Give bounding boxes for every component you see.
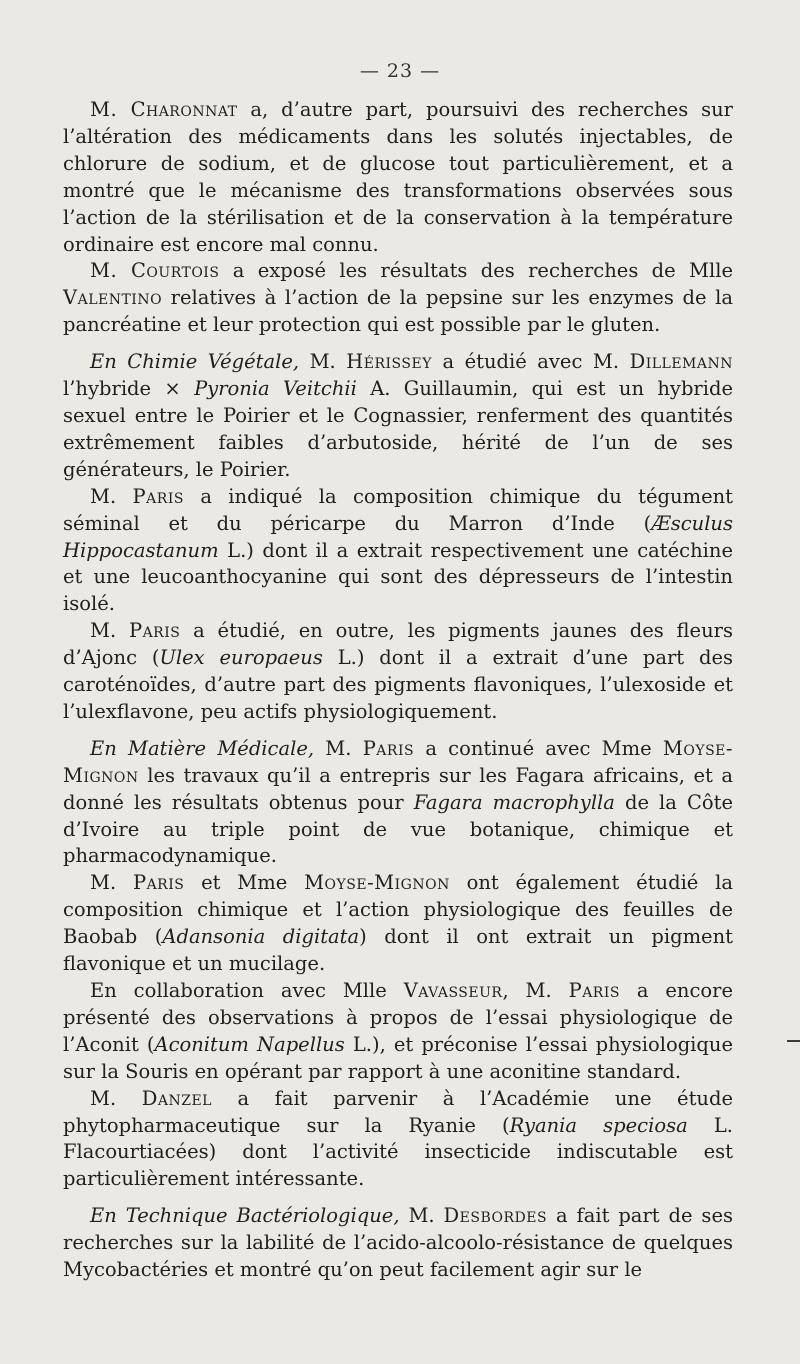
author-name: Hérissey [346,350,432,374]
author-name: Danzel [141,1086,212,1110]
text-run: L.), et préconise l’essai physiologique sur la Souris en opérant par rapport à une aconitine standard. [63,1032,734,1083]
text-run: ) dont il ont extrait un pigment flavonique et un mucilage. [63,925,733,976]
author-name: M. Courtois [90,259,220,283]
text-run: M. [299,350,347,374]
italic-text: Ulex europaeus [159,646,323,670]
author-name: Vavasseur [403,979,503,1002]
paragraph-paris-marron [63,484,733,619]
text-run: M. [314,736,363,760]
text-run: ont également étudié la composition chimique et l’action physiologique des feuilles de Baobab ( [63,871,733,949]
italic-text: En Technique Bactériologique, [90,1204,400,1228]
italic-text: En Matière Médicale, [90,736,315,760]
italic-text: Fagara macrophylla [413,790,615,814]
paragraph-courtois [63,258,733,339]
text-run: a, d’autre part, poursuivi des recherches sur l’altération des médicaments dans les solutés injectables, de chlorure de sodium, et de glucose tout particulièrement, et a montré que le mécanisme des transformations observées sous l’action de la stérilisation et de la conservation à la température ordinaire est encore mal connu. [63,98,733,256]
text-run: l’hybride × [63,377,195,401]
text-run: M. [90,1086,142,1110]
text-run: M. [90,871,133,895]
text-run: de la Côte d’Ivoire au triple point de vue botanique, chimique et pharmacodynamique. [63,790,733,868]
text-run: L.) dont il a extrait respectivement une catéchine et une leucoanthocyanine qui sont des dépresseurs de l’intestin isolé. [63,538,733,616]
italic-text: Adansonia digitata [162,925,360,949]
body-text [63,97,733,1284]
text-run: a indiqué la composition chimique du tégument séminal et du péricarpe du Marron d’Inde ( [63,484,734,535]
text-run: a encore présenté des observations à propos de l’essai physiologique de l’Aconit ( [63,979,733,1056]
text-run: L.) dont il a extrait d’une part des caroténoïdes, d’autre part des pigments flavoniques, l’ulexoside et l’ulexflavone, peu actifs physiologiquement. [63,646,734,723]
paragraph-baobab [63,870,733,978]
author-name: M. Charonnat [90,98,238,121]
text-run: a étudié, en outre, les pigments jaunes des fleurs d’Ajonc ( [63,619,733,670]
author-name: Paris [128,619,181,643]
author-name: Paris [132,871,185,895]
italic-text: Aconitum Napellus [154,1032,345,1056]
italic-text: Pyronia Veitchii [194,377,357,401]
author-name: Paris [568,979,620,1002]
page-number: — 23 — [359,60,441,82]
author-name: Paris [132,484,184,508]
text-run: M. [90,484,133,508]
text-run: , M. [502,979,569,1002]
paragraph-paris-ajonc [63,618,733,726]
paragraph-charonnat [63,97,733,258]
text-run: En collaboration avec Mlle [90,979,404,1002]
text-run: A. Guillaumin, qui est un hybride sexuel entre le Poirier et le Cognassier, renferment des quantités extrêmement faibles d’arbutoside, hérité de l’un de ses générateurs, le Poirier. [63,377,734,481]
text-run: a exposé les résultats des recherches de Mlle [219,259,733,283]
paragraph-matiere-medicale [63,736,733,871]
paragraph-chimie-vegetale [63,349,733,484]
text-run: M. [399,1204,444,1228]
paragraph-technique-bacteriologique [63,1203,733,1284]
author-name: Valentino [63,286,163,310]
italic-text: Æsculus Hippocastanum [63,511,733,562]
italic-text: En Chimie Végétale, [90,350,300,374]
paragraph-ryanie [63,1086,733,1194]
text-run: et Mme [184,871,305,895]
paragraph-aconit [63,978,733,1086]
text-run: a continué avec Mme [414,736,663,760]
text-run: M. [90,619,129,643]
author-name: Moyse-Mignon [63,736,733,787]
text-run: L. Flacourtiacées) dont l’activité insecticide indiscutable est particulièrement intéressante. [63,1113,733,1191]
text-run: a étudié avec M. [431,350,630,374]
margin-mark [787,1040,800,1042]
author-name: Desbordes [443,1204,548,1228]
author-name: Dillemann [629,350,733,374]
text-run: a fait part de ses recherches sur la labilité de l’acido-alcoolo-résistance de quelques Mycobactéries et montré qu’on peut facilement agir sur le [63,1204,733,1282]
text-run: relatives à l’action de la pepsine sur les enzymes de la pancréatine et leur protection qui est possible par le gluten. [63,286,733,337]
author-name: Moyse-Mignon [304,871,450,895]
italic-text: Ryania speciosa [509,1113,688,1137]
text-run: a fait parvenir à l’Académie une étude phytopharmaceutique sur la Ryanie ( [63,1086,733,1137]
author-name: Paris [362,736,415,760]
text-run: les travaux qu’il a entrepris sur les Fagara africains, et a donné les résultats obtenus pour [63,763,733,814]
